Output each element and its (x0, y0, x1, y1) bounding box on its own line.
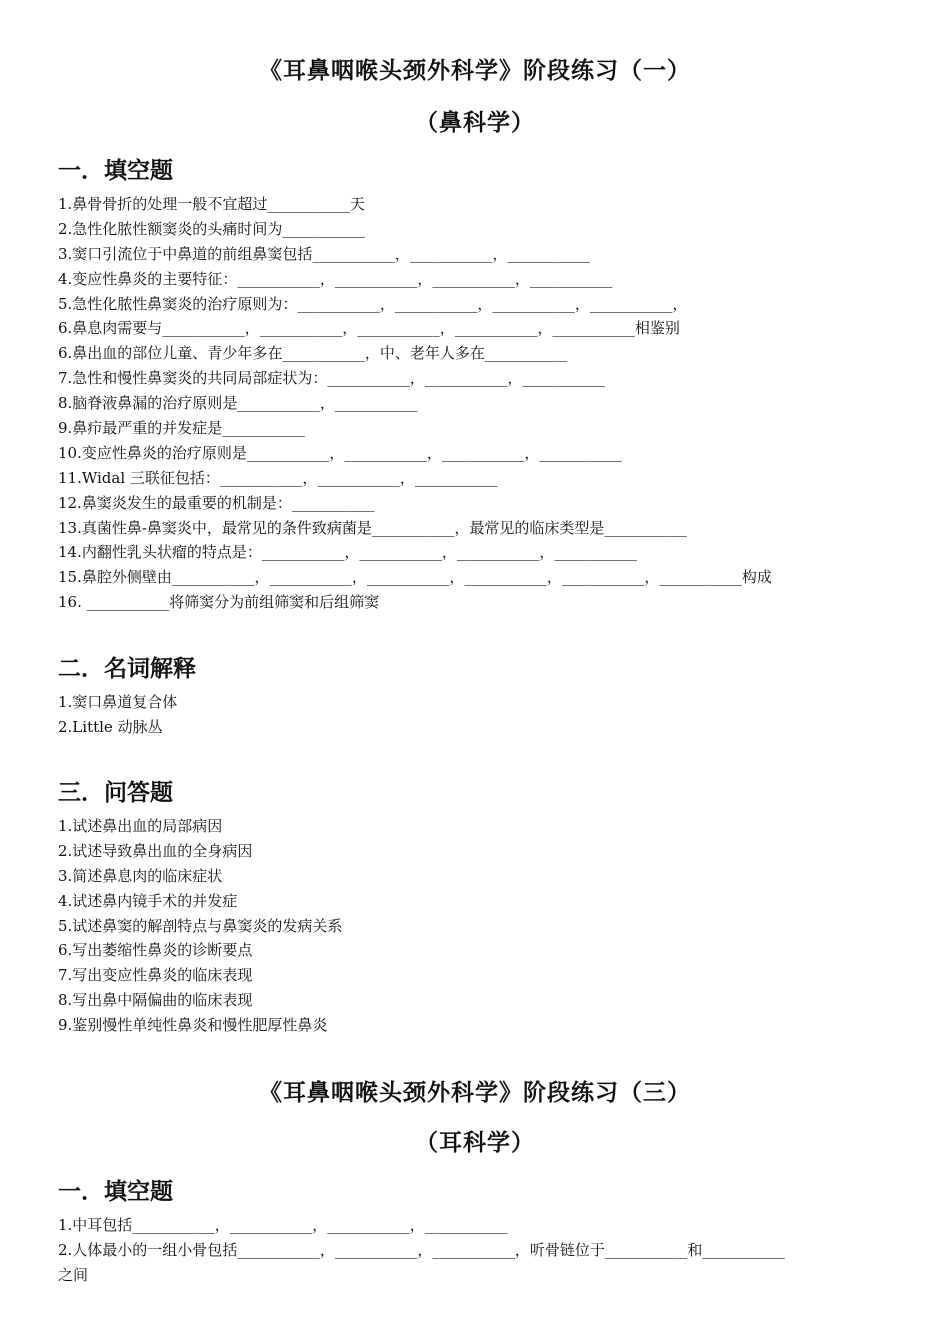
list-item: 15.鼻腔外侧壁由___________，___________，___________，___________，___________，___________构成 (58, 568, 772, 587)
list-item: 之间 (58, 1265, 89, 1284)
doc2-section-fill-heading: 一．填空题 (58, 1178, 173, 1205)
list-item: 10.变应性鼻炎的治疗原则是___________，___________，___________，___________ (58, 443, 622, 462)
list-item: 9.鉴别慢性单纯性鼻炎和慢性肥厚性鼻炎 (58, 1016, 328, 1035)
list-item: 7.急性和慢性鼻窦炎的共同局部症状为：___________，___________，___________ (58, 369, 605, 388)
list-item: 1.窦口鼻道复合体 (58, 693, 178, 711)
list-item: 1.鼻骨骨折的处理一般不宜超过___________天 (58, 195, 365, 213)
list-item: 2.Little 动脉丛 (58, 717, 163, 736)
doc1-title: 《耳鼻咽喉头颈外科学》阶段练习（一） (259, 57, 691, 84)
list-item: 4.变应性鼻炎的主要特征：___________，___________，___________，___________ (58, 269, 613, 288)
list-item: 16. ___________将筛窦分为前组筛窦和后组筛窦 (58, 593, 380, 612)
list-item: 12.鼻窦炎发生的最重要的机制是：___________ (58, 493, 375, 512)
list-item: 7.写出变应性鼻炎的临床表现 (58, 966, 253, 985)
doc1-terms-list (58, 690, 177, 740)
list-item: 5.急性化脓性鼻窦炎的治疗原则为：___________，___________，___________，___________， (58, 294, 688, 313)
doc1-qa-list (58, 814, 342, 1038)
list-item: 6.鼻息肉需要与___________，___________，___________，___________，___________相鉴别 (58, 319, 680, 338)
list-item: 2.人体最小的一组小骨包括___________，___________，___________，听骨链位于___________和___________ (58, 1240, 785, 1259)
doc1-fill-list (58, 192, 772, 615)
doc1-section-terms-heading: 二．名词解释 (58, 655, 196, 682)
list-item: 8.脑脊液鼻漏的治疗原则是___________，___________ (58, 394, 418, 413)
list-item: 1.中耳包括___________，___________，___________，___________ (58, 1216, 508, 1234)
list-item: 2.急性化脓性额窦炎的头痛时间为___________ (58, 219, 365, 238)
doc1-subtitle: （鼻科学） (415, 109, 535, 136)
list-item: 8.写出鼻中隔偏曲的临床表现 (58, 991, 253, 1010)
list-item: 5.试述鼻窦的解剖特点与鼻窦炎的发病关系 (58, 916, 343, 935)
list-item: 6.鼻出血的部位儿童、青少年多在___________，中、老年人多在___________ (58, 344, 568, 363)
list-item: 9.鼻疖最严重的并发症是___________ (58, 419, 305, 438)
doc1-section-fill-heading: 一．填空题 (58, 157, 173, 184)
list-item: 1.试述鼻出血的局部病因 (58, 817, 223, 835)
list-item: 6.写出萎缩性鼻炎的诊断要点 (58, 941, 253, 960)
doc2-title: 《耳鼻咽喉头颈外科学》阶段练习（三） (259, 1079, 691, 1106)
list-item: 14.内翻性乳头状瘤的特点是：___________，___________，___________，___________ (58, 543, 637, 562)
doc1-section-qa-heading: 三．问答题 (58, 779, 173, 806)
list-item: 2.试述导致鼻出血的全身病因 (58, 841, 253, 860)
list-item: 11.Widal 三联征包括：___________，___________，___________ (58, 468, 498, 487)
list-item: 3.窦口引流位于中鼻道的前组鼻窦包括___________，___________，___________ (58, 244, 590, 263)
list-item: 3.简述鼻息肉的临床症状 (58, 866, 223, 885)
doc2-fill-list (58, 1213, 785, 1288)
list-item: 13.真菌性鼻-鼻窦炎中，最常见的条件致病菌是___________，最常见的临床类型是___________ (58, 518, 687, 537)
list-item: 4.试述鼻内镜手术的并发症 (58, 891, 238, 910)
doc2-subtitle: （耳科学） (415, 1129, 535, 1156)
